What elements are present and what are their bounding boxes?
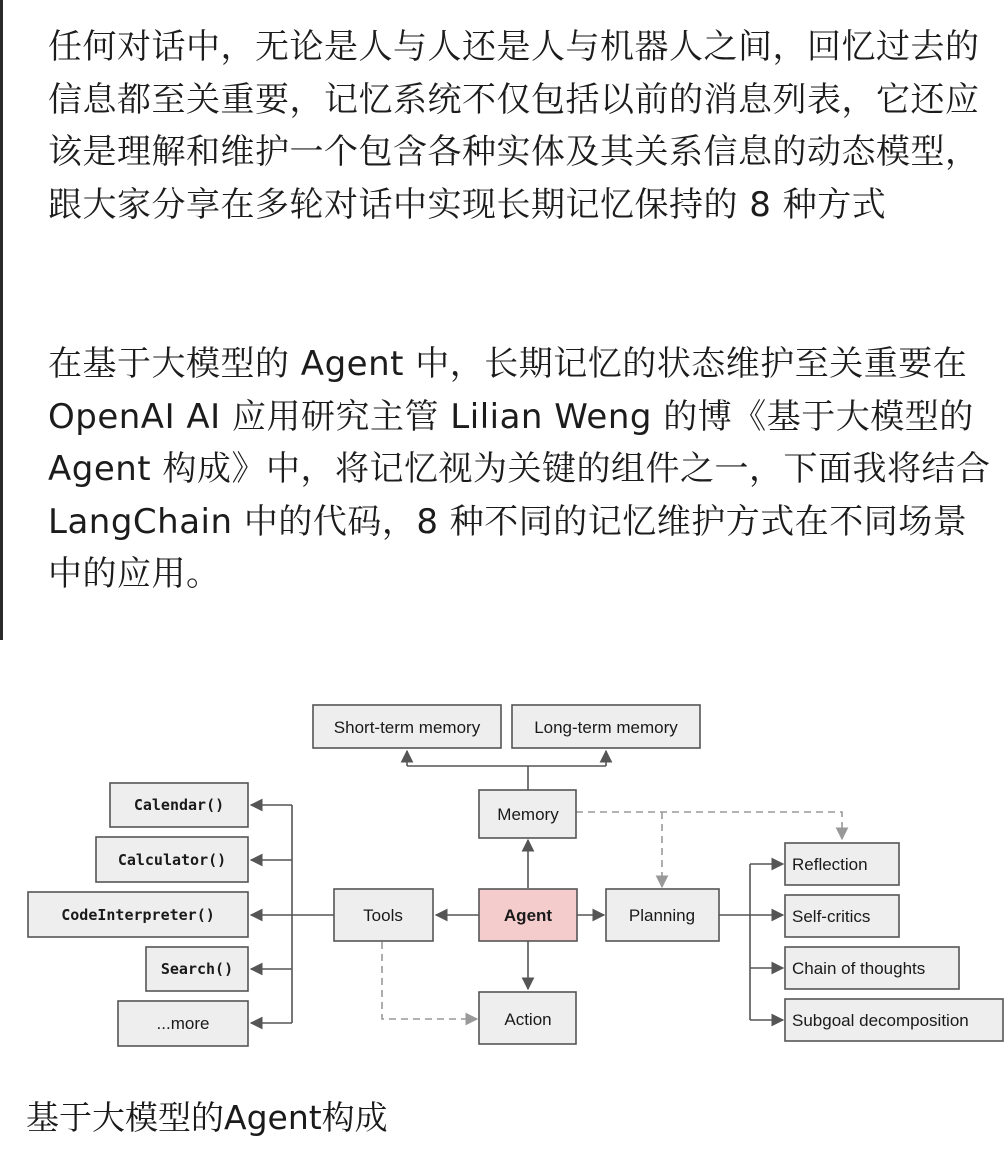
svg-text:Reflection: Reflection [792,855,868,874]
svg-text:Planning: Planning [628,906,696,925]
svg-text:Self-critics: Self-critics [792,907,871,926]
svg-text:Action: Action [504,1010,552,1029]
node-chain-of-thoughts [785,947,959,989]
svg-text:...more: ...more [156,1014,210,1033]
node-short-term-memory [313,705,501,748]
left-edge-strip [0,0,3,640]
node-planning [606,889,719,941]
svg-text:Calendar(): Calendar() [133,796,225,814]
node-tools [334,889,433,941]
svg-text:Long-term memory: Long-term memory [534,718,678,737]
svg-text:Calculator(): Calculator() [117,851,227,869]
node-code-interpreter [28,892,248,937]
svg-text:Short-term memory: Short-term memory [333,718,481,737]
node-reflection [785,843,899,885]
node-calculator [96,837,248,882]
diagram-caption: 基于大模型的Agent构成 [26,1098,388,1137]
svg-text:Agent: Agent [503,906,553,925]
svg-text:CodeInterpreter(): CodeInterpreter() [61,906,215,924]
node-more [118,1001,248,1046]
node-search [146,947,248,991]
node-long-term-memory [512,705,700,748]
agent-architecture-diagram [0,640,1008,1070]
svg-text:Chain of thoughts: Chain of thoughts [792,959,926,978]
node-subgoal-decomposition [785,999,1003,1041]
agent-memory-paragraph: 在基于大模型的 Agent 中，长期记忆的状态维护至关重要在 OpenAI AI 应用研究主管 Lilian Weng 的博《基于大模型的 Agent 构成》中，将记忆视为关键的组件之一，下面我将结合 LangChain 中的代码，8 种不同的记忆维护方式在不同场景中的应用。 [48,344,991,594]
svg-text:Memory: Memory [497,805,559,824]
svg-text:Subgoal decomposition: Subgoal decomposition [792,1011,969,1030]
svg-text:Search(): Search() [160,960,234,978]
node-self-critics [785,895,899,937]
node-calendar [110,783,248,827]
svg-text:Tools: Tools [363,906,403,925]
node-memory [479,790,576,838]
node-agent [479,889,577,941]
node-action [479,992,576,1044]
intro-paragraph: 任何对话中，无论是人与人还是人与机器人之间，回忆过去的信息都至关重要，记忆系统不仅包括以前的消息列表，它还应该是理解和维护一个包含各种实体及其关系信息的动态模型，跟大家分享在多轮对话中实现长期记忆保持的 8 种方式 [48,27,980,225]
